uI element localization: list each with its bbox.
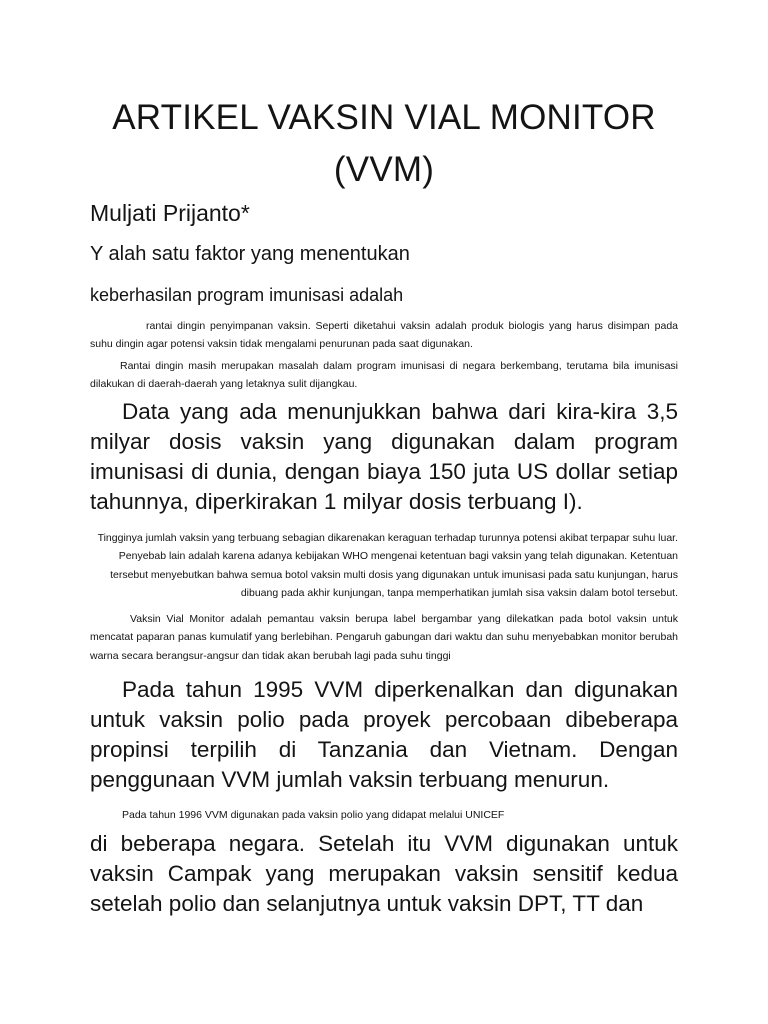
paragraph-vvm-expansion: di beberapa negara. Setelah itu VVM digunakan untuk vaksin Campak yang merupakan vaksin sensitif kedua setelah polio dan selanjutnya untuk vaksin DPT, TT dan	[90, 831, 678, 916]
paragraph-cold-chain-problem: Rantai dingin masih merupakan masalah dalam program imunisasi di negara berkembang, terutama bila imunisasi dilakukan di daerah-daerah yang letaknya sulit dijangkau.	[90, 360, 678, 390]
paragraph-vvm-definition: Vaksin Vial Monitor adalah pemantau vaksin berupa label bergambar yang dilekatkan pada botol vaksin untuk mencatat paparan panas kumulatif yang berlebihan. Pengaruh gabungan dari waktu dan suhu menyebabkan monitor berubah warna secara berangsur-angsur dan tidak akan berubah lagi pada suhu tinggi	[90, 613, 678, 662]
paragraph-vvm-1995: Pada tahun 1995 VVM diperkenalkan dan digunakan untuk vaksin polio pada proyek percobaan dibeberapa propinsi terpilih di Tanzania dan Vietnam. Dengan penggunaan VVM jumlah vaksin terbuang menurun.	[90, 677, 678, 792]
author-name: Muljati Prijanto*	[90, 200, 250, 226]
article-title: ARTIKEL VAKSIN VIAL MONITOR (VVM)	[112, 98, 656, 189]
paragraph-vaccine-waste-data: Data yang ada menunjukkan bahwa dari kira-kira 3,5 milyar dosis vaksin yang digunakan dalam program imunisasi di dunia, dengan biaya 150 juta US dollar setiap tahunnya, diperkirakan 1 milyar dosis terbuang I).	[90, 399, 678, 514]
paragraph-waste-causes: Tingginya jumlah vaksin yang terbuang sebagian dikarenakan keraguan terhadap turunnya potensi akibat terpapar suhu luar. Penyebab lain adalah karena adanya kebijakan WHO mengenai ketentuan bagi vaksin yang telah digunakan. Ketentuan tersebut menyebutkan bahwa semua botol vaksin multi dosis yang digunakan untuk imunisasi pada satu kunjungan, harus dibuang pada akhir kunjungan, tanpa memperhatikan jumlah sisa vaksin dalam botol tersebut.	[97, 532, 678, 599]
lead-line-2: keberhasilan program imunisasi adalah	[90, 285, 404, 305]
paragraph-cold-chain: rantai dingin penyimpanan vaksin. Seperti diketahui vaksin adalah produk biologis yang harus disimpan pada suhu dingin agar potensi vaksin tidak mengalami penurunan pada saat digunakan.	[90, 320, 678, 350]
paragraph-vvm-1996: Pada tahun 1996 VVM digunakan pada vaksin polio yang didapat melalui UNICEF	[122, 809, 505, 821]
lead-line-1: Y alah satu faktor yang menentukan	[90, 243, 410, 265]
